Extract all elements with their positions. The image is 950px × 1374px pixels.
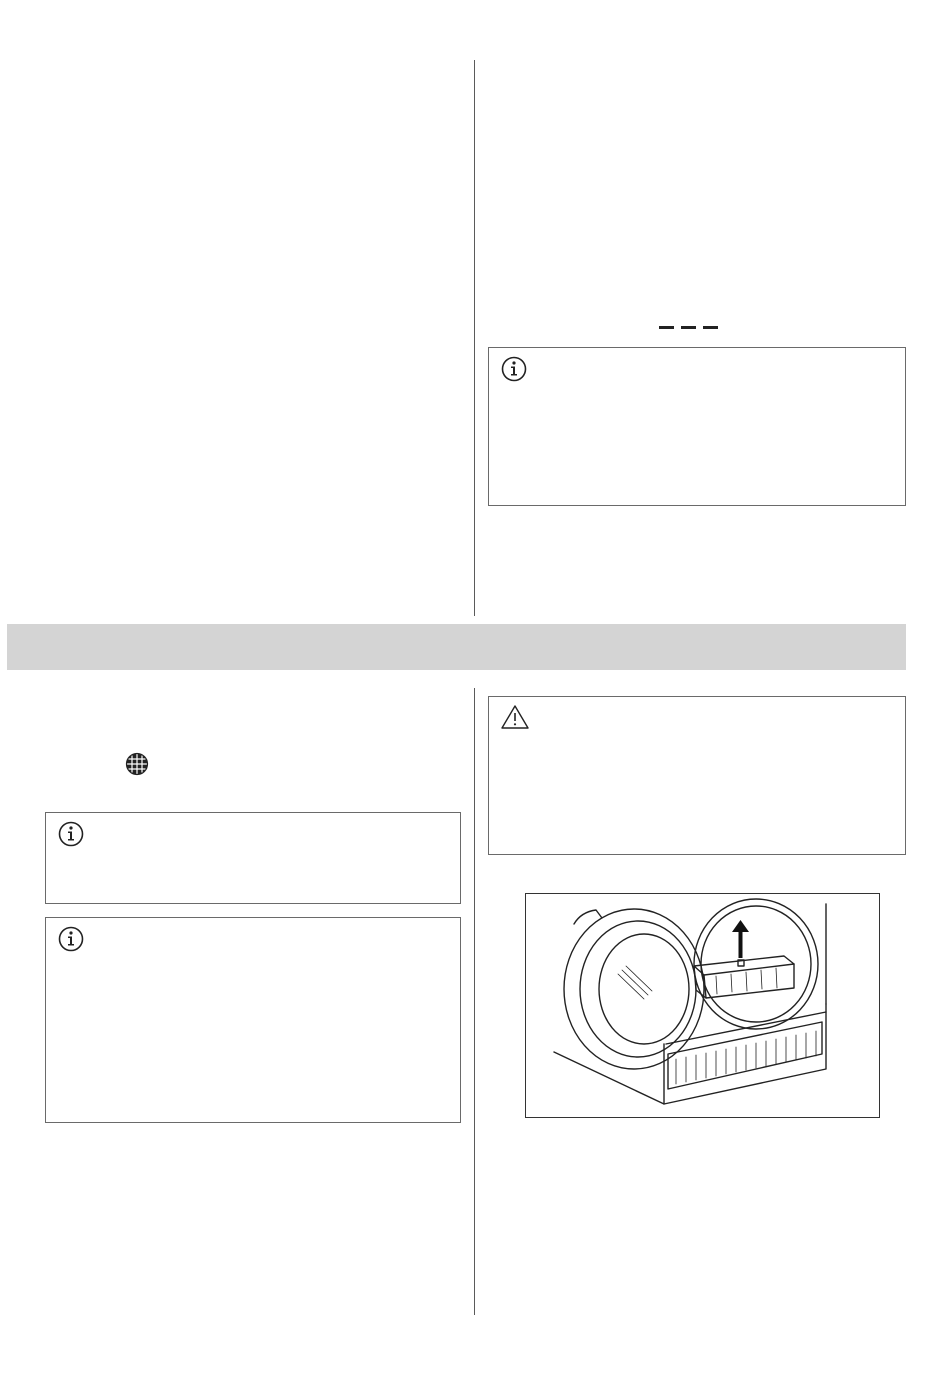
warning-icon (500, 704, 530, 735)
section-header-bar (7, 624, 906, 670)
info-note-box (488, 347, 906, 506)
info-icon (57, 925, 85, 958)
dash-display-icon (659, 326, 719, 332)
dryer-filter-removal-illustration (525, 893, 880, 1118)
info-note-box (45, 917, 461, 1123)
dryer-drawing (526, 894, 879, 1117)
info-icon (500, 355, 528, 388)
warning-note-box (488, 696, 906, 855)
info-note-box (45, 812, 461, 904)
column-divider-top (474, 60, 475, 616)
globe-grid-icon (125, 752, 149, 781)
info-icon (57, 820, 85, 853)
column-divider-bottom (474, 688, 475, 1315)
